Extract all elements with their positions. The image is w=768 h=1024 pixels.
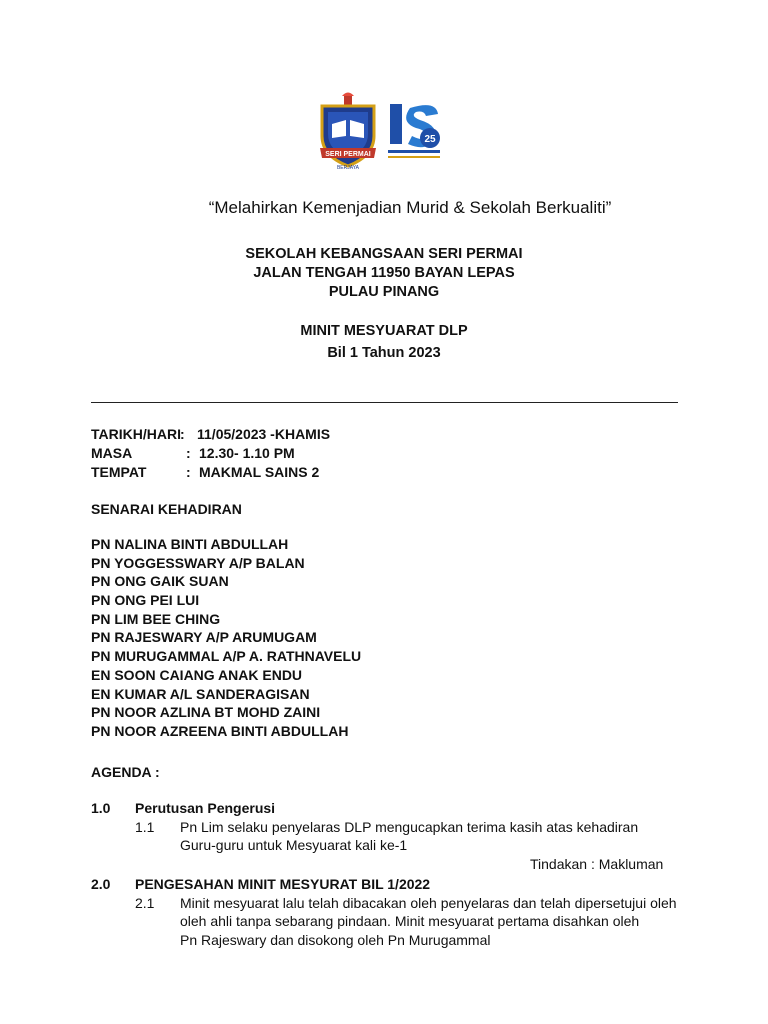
minutes-number: Bil 1 Tahun 2023: [327, 345, 441, 361]
is25-program-logo: [380, 98, 450, 164]
svg-text:BERJAYA: BERJAYA: [336, 165, 360, 171]
attendee-name: PN YOGGESSWARY A/P BALAN: [91, 554, 305, 571]
attendee-name: PN MURUGAMMAL A/P A. RATHNAVELU: [91, 648, 362, 665]
info-place-label: TEMPAT: [91, 464, 147, 480]
attendee-name: EN KUMAR A/L SANDERAGISAN: [91, 685, 310, 702]
agenda-item1-text-line1: Pn Lim selaku penyelaras DLP mengucapkan terima kasih atas kehadiran: [180, 819, 639, 835]
agenda-item1-sub-number: 1.1: [135, 819, 155, 835]
agenda-item1-title: Perutusan Pengerusi: [135, 800, 276, 816]
attendee-name: PN LIM BEE CHING: [91, 610, 221, 627]
agenda-item2-text-line1: Minit mesyuarat lalu telah dibacakan oleh penyelaras dan telah dipersetujui oleh: [180, 895, 677, 911]
agenda-item1-number: 1.0: [91, 800, 111, 816]
agenda-item2-text-line3: Pn Rajeswary dan disokong oleh Pn Murugammal: [180, 932, 491, 948]
attendee-name: PN NOOR AZLINA BT MOHD ZAINI: [91, 704, 321, 721]
attendance-list: [91, 535, 361, 741]
svg-text:SERI PERMAI: SERI PERMAI: [325, 151, 371, 158]
attendance-heading: SENARAI KEHADIRAN: [91, 501, 242, 517]
info-time-label: MASA: [91, 445, 133, 461]
info-place-colon: :: [186, 464, 191, 480]
horizontal-divider: [91, 402, 678, 403]
info-date-colon: :: [180, 426, 185, 442]
info-time-colon: :: [186, 445, 191, 461]
agenda-item2-sub-number: 2.1: [135, 895, 155, 911]
school-name: SEKOLAH KEBANGSAAN SERI PERMAI: [245, 246, 523, 262]
attendee-name: PN RAJESWARY A/P ARUMUGAM: [91, 629, 317, 646]
school-crest-logo: [316, 92, 380, 172]
svg-text:25: 25: [424, 134, 436, 145]
agenda-item2-text-line2: oleh ahli tanpa sebarang pindaan. Minit mesyuarat pertama disahkan oleh: [180, 913, 640, 929]
info-place-value: MAKMAL SAINS 2: [199, 464, 320, 480]
agenda-item1-text-line2: Guru-guru untuk Mesyuarat kali ke-1: [180, 837, 408, 853]
info-date-label: TARIKH/HARI: [91, 426, 181, 442]
agenda-item1-action: Tindakan : Makluman: [530, 856, 664, 872]
agenda-heading: AGENDA :: [91, 764, 160, 780]
attendee-name: EN SOON CAIANG ANAK ENDU: [91, 666, 303, 683]
logo-group: [316, 92, 446, 172]
attendee-name: PN ONG GAIK SUAN: [91, 573, 229, 590]
school-address-line1: JALAN TENGAH 11950 BAYAN LEPAS: [253, 265, 515, 281]
info-date-value: 11/05/2023 -KHAMIS: [197, 426, 331, 442]
attendee-name: PN NOOR AZREENA BINTI ABDULLAH: [91, 722, 349, 739]
attendee-name: PN ONG PEI LUI: [91, 592, 200, 609]
agenda-item2-title: PENGESAHAN MINIT MESYURAT BIL 1/2022: [135, 876, 431, 892]
minutes-title: MINIT MESYUARAT DLP: [300, 323, 468, 339]
info-time-value: 12.30- 1.10 PM: [199, 445, 295, 461]
agenda-item2-number: 2.0: [91, 876, 111, 892]
attendee-name: PN NALINA BINTI ABDULLAH: [91, 536, 289, 552]
school-motto: “Melahirkan Kemenjadian Murid & Sekolah Berkualiti”: [208, 198, 612, 217]
school-address-line2: PULAU PINANG: [328, 284, 440, 300]
